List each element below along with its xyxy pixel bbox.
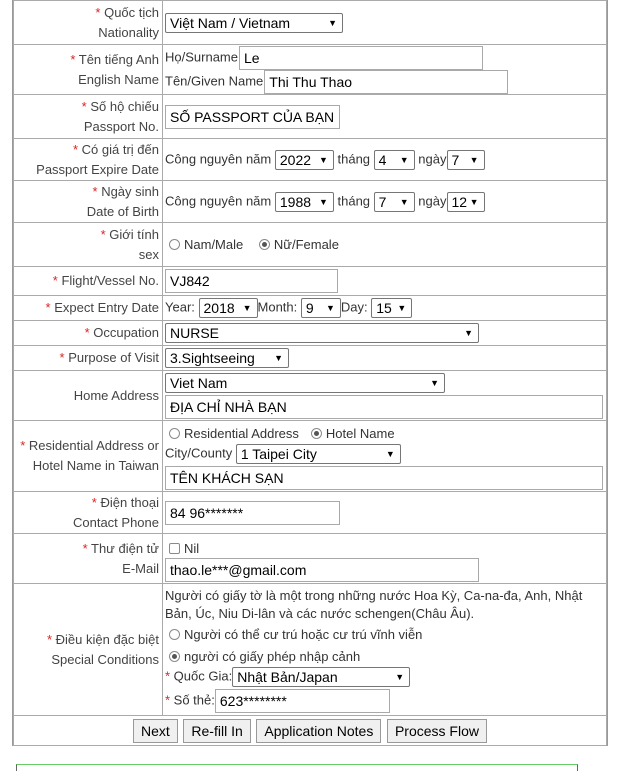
label-purpose: * Purpose of Visit	[14, 346, 163, 371]
special-description: Người có giấy tờ là một trong những nước Hoa Kỳ, Ca-na-đa, Anh, Nhật Bản, Úc, Niu Di-lân và các nước schengen(Châu Âu).	[165, 587, 583, 621]
city-label: City/County	[165, 445, 233, 461]
surname-label: Họ/Surname	[165, 48, 238, 64]
entry-month-label: Month:	[257, 299, 298, 315]
chevron-down-icon: ▼	[242, 303, 252, 313]
given-name-label: Tên/Given Name	[165, 72, 264, 88]
chevron-down-icon: ▼	[385, 449, 395, 459]
entry-permit-label: người có giấy phép nhập cảnh	[184, 648, 361, 664]
entry-year-select[interactable]: 2018 ▼	[199, 298, 258, 318]
special-country-label: Quốc Gia:	[173, 667, 233, 683]
home-country-select[interactable]: Viet Nam ▼	[165, 373, 445, 393]
chevron-down-icon: ▼	[469, 154, 479, 165]
row-home-address	[14, 371, 607, 421]
label-email: * Thư điện tử E-Mail	[14, 534, 163, 584]
surname-input[interactable]: Le	[239, 46, 483, 70]
entry-day-select[interactable]: 15 ▼	[371, 298, 412, 318]
entry-day-label: Day:	[340, 299, 368, 315]
card-number-label: Số thẻ:	[173, 691, 215, 707]
chevron-down-icon: ▼	[430, 377, 439, 388]
male-label: Nam/Male	[184, 237, 244, 252]
chevron-down-icon: ▼	[399, 154, 409, 165]
chevron-down-icon: ▼	[397, 303, 407, 313]
row-sex	[14, 223, 607, 267]
chevron-down-icon: ▼	[395, 671, 405, 682]
birth-prefix: Công nguyên năm	[165, 192, 272, 208]
label-nationality: * Quốc tịch Nationality	[14, 1, 163, 45]
label-sex: * Giới tính sex	[14, 223, 163, 267]
special-country-select[interactable]: Nhật Bản/Japan ▼	[232, 667, 410, 687]
residential-address-radio[interactable]	[169, 428, 180, 439]
row-english-name	[14, 45, 607, 95]
expire-day-label: ngày	[418, 150, 447, 166]
row-special-conditions: * Điều kiện đặc biệt Special Conditions Người có giấy tờ là một trong những nước Hoa Kỳ, Ca-na-đa, Anh, Nhật Bản, Úc, Niu Di-lân và các nước schengen(Châu Âu). Người có thể cư trú hoặc cư trú vĩnh viễn người có giấy phép nhập cảnh * Quốc Gia: Nhật Bản/Japan ▼ * Số thẻ: 623********	[14, 584, 607, 716]
email-input[interactable]: thao.le***@gmail.com	[165, 558, 479, 582]
hotel-name-label: Hotel Name	[325, 426, 395, 441]
application-notes-button[interactable]: Application Notes	[256, 719, 381, 743]
label-home-address: Home Address	[14, 371, 163, 421]
label-flight: * Flight/Vessel No.	[14, 267, 163, 296]
birth-day-label: ngày	[418, 192, 447, 208]
chevron-down-icon: ▼	[399, 196, 409, 207]
form-table	[13, 0, 607, 746]
process-flow-button[interactable]: Process Flow	[387, 719, 487, 743]
card-number-input[interactable]: 623********	[215, 689, 390, 713]
birth-month-label: tháng	[337, 192, 371, 208]
row-passport-expire	[14, 139, 607, 181]
permanent-residence-label: Người có thể cư trú hoặc cư trú vĩnh viễn	[184, 626, 423, 642]
row-buttons	[14, 716, 607, 746]
female-label: Nữ/Female	[273, 237, 339, 252]
label-passport-expire: * Có giá trị đến Passport Expire Date	[14, 139, 163, 181]
given-name-input[interactable]: Thi Thu Thao	[264, 70, 508, 94]
row-nationality	[14, 1, 607, 45]
label-passport: * Số hộ chiếu Passport No.	[14, 95, 163, 139]
home-address-input[interactable]: ĐỊA CHỈ NHÀ BẠN	[165, 395, 603, 419]
row-entry-date	[14, 296, 607, 321]
label-english-name: * Tên tiếng Anh English Name	[14, 45, 163, 95]
nationality-select[interactable]: Việt Nam / Vietnam ▼	[165, 13, 343, 33]
male-radio[interactable]	[169, 239, 180, 250]
chevron-down-icon: ▼	[328, 17, 337, 28]
row-flight	[14, 267, 607, 296]
email-nil-checkbox[interactable]	[169, 543, 180, 554]
chevron-down-icon: ▼	[318, 196, 328, 207]
phone-input[interactable]: 84 96*******	[165, 501, 340, 525]
occupation-select[interactable]: NURSE ▼	[165, 323, 479, 343]
row-passport	[14, 95, 607, 139]
chevron-down-icon: ▼	[469, 196, 479, 207]
expire-prefix: Công nguyên năm	[165, 150, 272, 166]
entry-year-label: Year:	[165, 299, 195, 315]
hotel-name-input[interactable]: TÊN KHÁCH SẠN	[165, 466, 603, 490]
chevron-down-icon: ▼	[464, 328, 473, 338]
chevron-down-icon: ▼	[274, 353, 283, 363]
passport-input[interactable]: SỐ PASSPORT CỦA BẠN	[165, 105, 340, 129]
birth-year-select[interactable]: 1988 ▼	[275, 192, 334, 212]
purpose-select[interactable]: 3.Sightseeing ▼	[165, 348, 289, 368]
email-nil-label: Nil	[184, 540, 200, 556]
permanent-residence-radio[interactable]	[169, 629, 180, 640]
refill-button[interactable]: Re-fill In	[183, 719, 250, 743]
entry-permit-radio[interactable]	[169, 651, 180, 662]
label-entry-date: * Expect Entry Date	[14, 296, 163, 321]
residential-address-label: Residential Address	[184, 426, 299, 441]
label-birth: * Ngày sinh Date of Birth	[14, 181, 163, 223]
label-residential: * Residential Address or Hotel Name in Taiwan	[14, 421, 163, 492]
row-residential	[14, 421, 607, 492]
row-occupation	[14, 321, 607, 346]
bottom-frame	[12, 756, 606, 770]
female-radio[interactable]	[259, 239, 270, 250]
next-button[interactable]: Next	[133, 719, 178, 743]
label-phone: * Điện thoại Contact Phone	[14, 492, 163, 534]
expire-month-label: tháng	[337, 150, 371, 166]
city-select[interactable]: 1 Taipei City ▼	[236, 444, 401, 464]
flight-input[interactable]: VJ842	[165, 269, 338, 293]
birth-month-select[interactable]: 7 ▼	[374, 192, 415, 212]
label-special-conditions: * Điều kiện đặc biệt Special Conditions	[14, 584, 163, 716]
birth-day-select[interactable]: 12 ▼	[447, 192, 485, 212]
label-occupation: * Occupation	[14, 321, 163, 346]
visa-application-form	[12, 0, 608, 746]
entry-month-select[interactable]: 9 ▼	[301, 298, 341, 318]
chevron-down-icon: ▼	[318, 154, 328, 165]
expire-year-select[interactable]: 2022 ▼	[275, 150, 334, 170]
expire-day-select[interactable]: 7 ▼	[447, 150, 485, 170]
row-phone	[14, 492, 607, 534]
row-email	[14, 534, 607, 584]
chevron-down-icon: ▼	[325, 303, 335, 313]
expire-month-select[interactable]: 4 ▼	[374, 150, 415, 170]
row-birth	[14, 181, 607, 223]
row-purpose	[14, 346, 607, 371]
hotel-name-radio[interactable]	[311, 428, 322, 439]
